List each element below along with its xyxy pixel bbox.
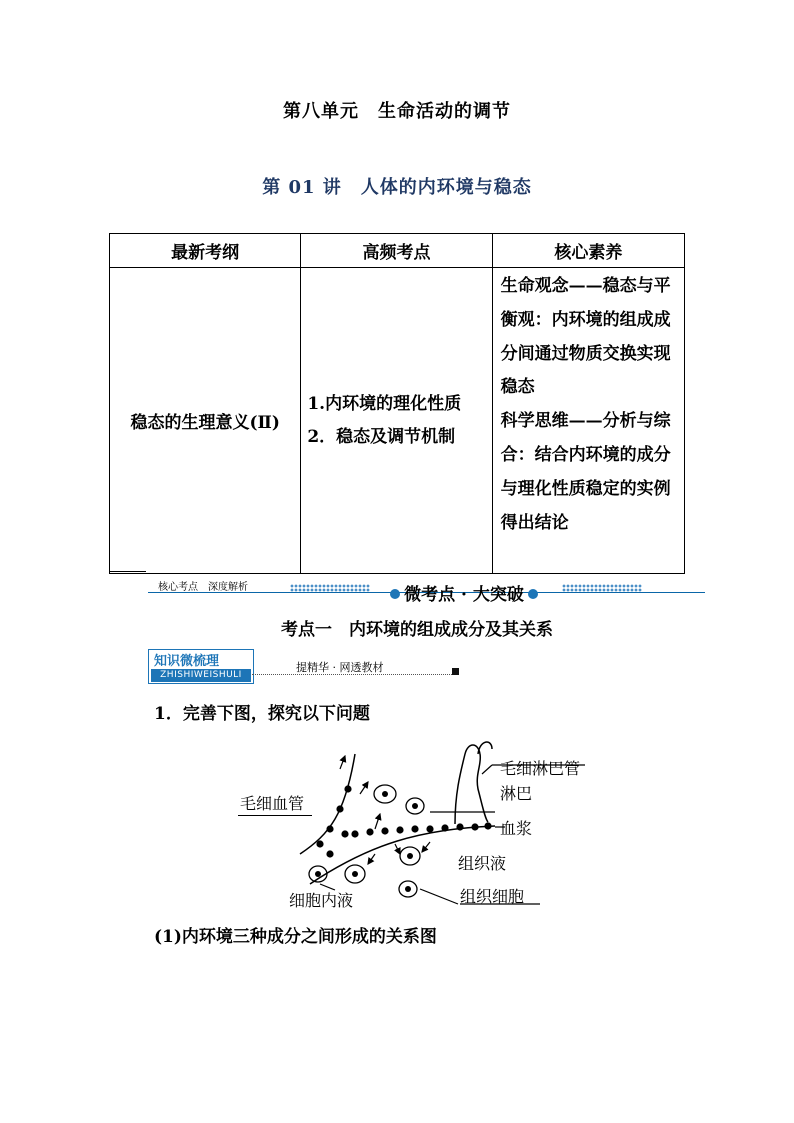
literacy-cell: [492, 268, 684, 574]
literacy-item: [501, 270, 678, 405]
label-plasma: 血浆: [500, 819, 533, 838]
header-topics: 高频考点: [301, 234, 492, 268]
topics-cell: [301, 268, 492, 574]
leader-lines: [320, 765, 585, 904]
blood-cells: [316, 785, 491, 857]
banner-dots-left: [290, 584, 370, 592]
section-title: 考点一 内环境的组成成分及其关系: [281, 620, 553, 640]
label-tissue-cell: 组织细胞: [460, 887, 525, 906]
topic-item: 1.内环境的理化性质: [307, 393, 462, 414]
banner-left-text: 核心考点 深度解析: [158, 582, 248, 593]
literacy-item: [501, 405, 678, 540]
literacy-text: ——稳态与平衡观：内环境的组成成分间通过物质交换实现稳态: [500, 276, 671, 398]
square-icon: [452, 668, 459, 675]
knowledge-tag-pinyin: ZHISHIWEISHULI: [151, 669, 251, 682]
flow-arrows: [340, 756, 430, 864]
literacy-head: 科学思维: [500, 411, 569, 432]
label-lymph-capillary: 毛细淋巴管: [500, 759, 581, 778]
question-1: 1．完善下图，探究以下问题: [154, 704, 370, 724]
syllabus-cell: 稳态的生理意义(Ⅱ): [110, 268, 301, 574]
unit-title: 第八单元 生命活动的调节: [283, 101, 511, 122]
knowledge-tag-title: 知识微梳理: [154, 654, 220, 669]
label-intracellular-fluid: 细胞内液: [289, 891, 354, 910]
topic-item: 2．稳态及调节机制: [307, 426, 456, 447]
circle-icon: [528, 589, 538, 599]
lecture-title: 第 01 讲 人体的内环境与稳态: [262, 177, 532, 198]
label-lymph: 淋巴: [500, 784, 533, 803]
header-syllabus: 最新考纲: [110, 234, 301, 268]
label-underline: [238, 815, 312, 816]
table-tail-line: [109, 571, 146, 572]
knowledge-tag-rule: [252, 674, 456, 675]
literacy-head: 生命观念: [500, 276, 569, 296]
circle-icon: [390, 589, 400, 599]
banner-center-text: 微考点 · 大突破: [404, 585, 524, 605]
header-literacy: 核心素养: [492, 234, 684, 268]
tissue-cells: [309, 785, 424, 897]
literacy-text: ——分析与综合：结合内环境的成分与理化性质稳定的实例得出结论: [500, 411, 671, 533]
banner-dots-right: [562, 584, 642, 592]
label-tissue-fluid: 组织液: [458, 854, 507, 873]
knowledge-tag-slogan: 提精华 · 网透教材: [296, 661, 384, 674]
capillary-wall: [300, 754, 355, 854]
outline-table: [109, 233, 685, 574]
label-capillary: 毛细血管: [240, 794, 305, 813]
banner-center: [375, 580, 553, 605]
cell-nuclei: [315, 791, 418, 892]
sub-question-1: (1)内环境三种成分之间形成的关系图: [154, 927, 437, 947]
